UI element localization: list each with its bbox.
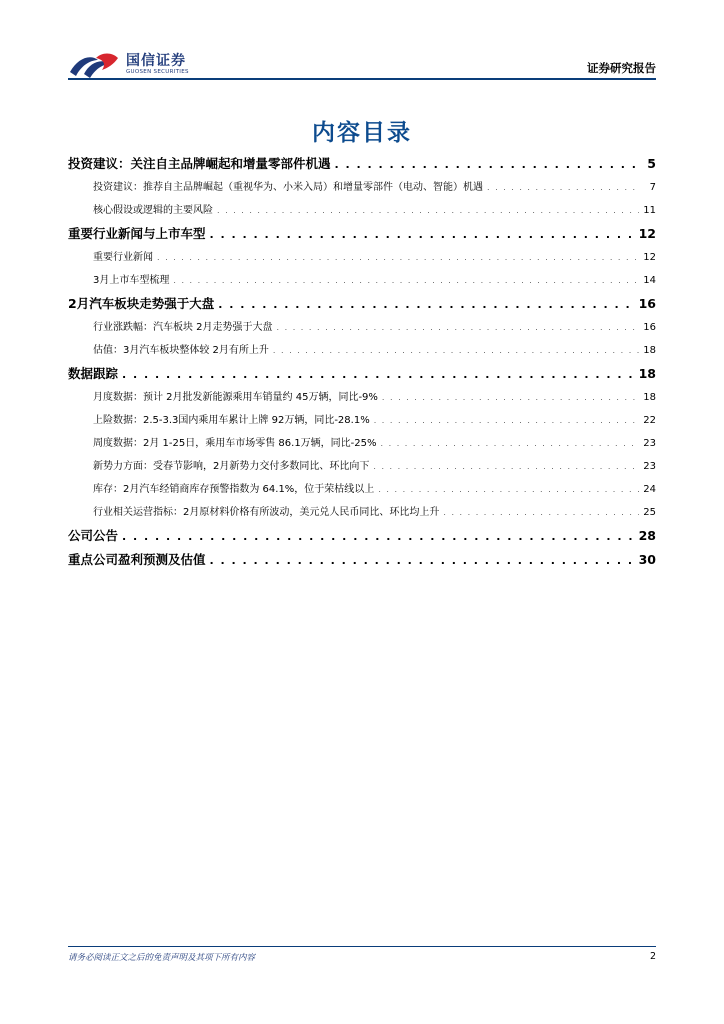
toc-entry-page: 5	[647, 156, 656, 171]
toc-entry-page: 18	[643, 345, 656, 356]
toc-entry-page: 7	[649, 182, 656, 193]
toc-entry-title: 重要行业新闻	[93, 252, 153, 263]
toc-subsection-entry[interactable]	[68, 269, 656, 292]
toc-entry-page: 22	[643, 415, 656, 426]
toc-entry-page: 30	[638, 552, 656, 567]
logo-chinese-name: 国信证券	[126, 53, 186, 70]
toc-leader-dots	[218, 293, 634, 317]
toc-subsection-entry[interactable]	[68, 199, 656, 222]
toc-entry-title: 公司公告	[68, 528, 119, 543]
toc-subsection-entry[interactable]	[68, 176, 656, 199]
toc-subsection-entry[interactable]	[68, 339, 656, 362]
toc-entry-title: 库存：2月汽车经销商库存预警指数为 64.1%，位于荣枯线以上	[93, 484, 375, 495]
report-type-label: 证券研究报告	[587, 61, 656, 75]
toc-leader-dots	[122, 363, 635, 387]
toc-entry-title: 核心假设或逻辑的主要风险	[93, 205, 213, 216]
toc-entry-title: 估值：3月汽车板块整体较 2月有所上升	[93, 345, 269, 356]
toc-subsection-entry[interactable]	[68, 455, 656, 478]
toc-entry-page: 12	[638, 226, 656, 241]
toc-subsection-entry[interactable]	[68, 409, 656, 432]
toc-entry-title: 数据跟踪	[68, 366, 119, 381]
header-divider	[68, 78, 656, 80]
toc-subsection-entry[interactable]	[68, 316, 656, 339]
toc-entry-page: 14	[643, 275, 656, 286]
toc-entry-title: 行业涨跌幅：汽车板块 2月走势强于大盘	[93, 322, 273, 333]
toc-leader-dots	[374, 409, 640, 432]
page-header	[68, 48, 656, 84]
toc-entry-page: 24	[643, 484, 656, 495]
toc-entry-title: 2月汽车板块走势强于大盘	[68, 296, 215, 311]
toc-entry-page: 12	[643, 252, 656, 263]
toc-entry-page: 11	[643, 205, 656, 216]
toc-section-entry[interactable]	[68, 362, 656, 386]
toc-entry-page: 28	[638, 528, 656, 543]
toc-subsection-entry[interactable]	[68, 246, 656, 269]
toc-entry-title: 投资建议：关注自主品牌崛起和增量零部件机遇	[68, 156, 331, 171]
footer-divider	[68, 946, 656, 947]
toc-section-entry[interactable]	[68, 548, 656, 572]
toc-section-entry[interactable]	[68, 152, 656, 176]
page-number: 2	[649, 951, 656, 962]
toc-entry-title: 重点公司盈利预测及估值	[68, 552, 206, 567]
toc-leader-dots	[210, 549, 635, 573]
toc-title: 内容目录	[312, 120, 412, 146]
toc-entry-page: 16	[643, 322, 656, 333]
toc-section-entry[interactable]	[68, 222, 656, 246]
toc-entry-title: 行业相关运营指标：2月原材料价格有所波动，美元兑人民币同比、环比均上升	[93, 507, 440, 518]
toc-entry-page: 16	[638, 296, 656, 311]
toc-subsection-entry[interactable]	[68, 386, 656, 409]
toc-subsection-entry[interactable]	[68, 478, 656, 501]
toc-leader-dots	[210, 223, 635, 247]
toc-entry-title: 3月上市车型梳理	[93, 275, 170, 286]
toc-entry-page: 23	[643, 438, 656, 449]
toc-leader-dots	[335, 153, 640, 177]
disclaimer-note: 请务必阅读正文之后的免责声明及其项下所有内容	[68, 953, 256, 963]
toc-leader-dots	[443, 501, 639, 524]
toc-entry-title: 周度数据：2月 1-25日，乘用车市场零售 86.1万辆，同比-25%	[93, 438, 377, 449]
toc-leader-dots	[173, 269, 639, 292]
toc-leader-dots	[217, 199, 639, 222]
guosen-logo	[68, 50, 189, 80]
toc-subsection-entry[interactable]	[68, 501, 656, 524]
toc-entry-title: 月度数据：预计 2月批发新能源乘用车销量约 45万辆，同比-9%	[93, 392, 378, 403]
toc-leader-dots	[273, 339, 639, 362]
toc-entry-page: 23	[643, 461, 656, 472]
toc-leader-dots	[157, 246, 639, 269]
toc-leader-dots	[378, 478, 639, 501]
toc-entry-page: 18	[643, 392, 656, 403]
guosen-logo-icon	[68, 50, 122, 80]
toc-entry-title: 重要行业新闻与上市车型	[68, 226, 206, 241]
toc-section-entry[interactable]	[68, 292, 656, 316]
logo-english-name: GUOSEN SECURITIES	[126, 69, 189, 76]
toc-subsection-entry[interactable]	[68, 432, 656, 455]
toc-leader-dots	[382, 386, 639, 409]
toc-entry-title: 上险数据：2.5-3.3国内乘用车累计上牌 92万辆，同比-28.1%	[93, 415, 370, 426]
toc-leader-dots	[381, 432, 640, 455]
toc-entry-page: 25	[643, 507, 656, 518]
table-of-contents	[68, 152, 656, 572]
toc-entry-page: 18	[638, 366, 656, 381]
toc-leader-dots	[373, 455, 639, 478]
toc-leader-dots	[277, 316, 640, 339]
toc-leader-dots	[487, 176, 640, 199]
toc-leader-dots	[122, 525, 635, 549]
toc-entry-title: 投资建议：推荐自主品牌崛起（重视华为、小米入局）和增量零部件（电动、智能）机遇	[93, 182, 483, 193]
toc-section-entry[interactable]	[68, 524, 656, 548]
toc-entry-title: 新势力方面：受春节影响，2月新势力交付多数同比、环比向下	[93, 461, 370, 472]
